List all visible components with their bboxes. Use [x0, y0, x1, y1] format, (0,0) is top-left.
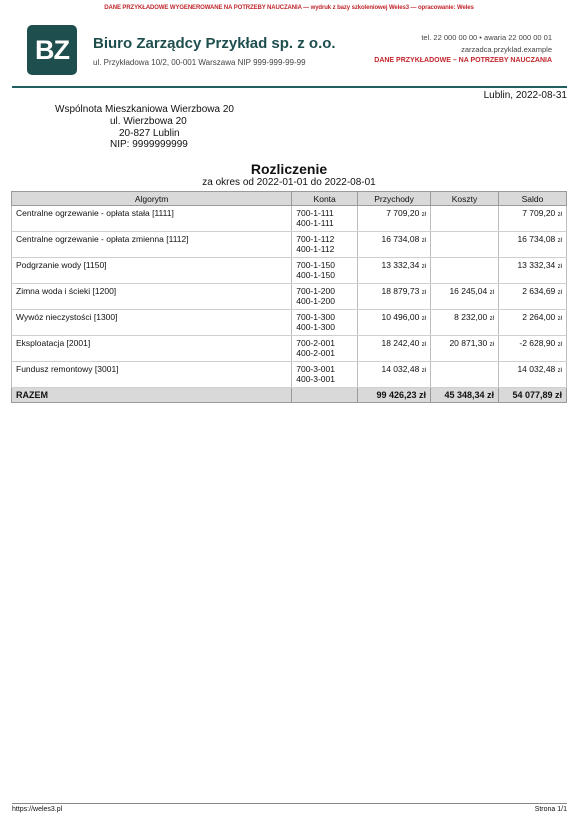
income-value: 13 332,34 — [381, 260, 420, 270]
company-phone: tel. 22 000 00 00 • awaria 22 000 00 01 — [421, 33, 552, 42]
header-balance: Saldo — [498, 192, 566, 206]
cost-value: 8 232,00 — [454, 312, 488, 322]
row-algorithm: Fundusz remontowy [3001] — [12, 362, 292, 388]
balance-value: 13 332,34 — [517, 260, 556, 270]
currency-label: zł — [421, 238, 427, 244]
income-value: 10 496,00 — [381, 312, 420, 322]
header-income: Przychody — [358, 192, 431, 206]
row-algorithm: Centralne ogrzewanie - opłata zmienna [1112] — [12, 232, 292, 258]
recipient-name: Wspólnota Mieszkaniowa Wierzbowa 20 — [55, 104, 234, 115]
income-value: 18 242,40 — [381, 338, 420, 348]
row-income — [358, 232, 431, 258]
company-logo: BZ — [27, 25, 77, 75]
account-cost: 400-1-112 — [296, 244, 335, 254]
row-cost — [431, 310, 499, 336]
account-income: 700-1-150 — [296, 260, 335, 270]
row-cost — [431, 362, 499, 388]
row-accounts — [292, 284, 358, 310]
header-algorithm: Algorytm — [12, 192, 292, 206]
demo-banner: DANE PRZYKŁADOWE WYGENEROWANE NA POTRZEBY NAUCZANIA — wydruk z bazy szkoleniowej Weles3 — opracowanie: Weles — [104, 5, 474, 11]
cost-value: 20 871,30 — [449, 338, 488, 348]
account-income: 700-1-300 — [296, 312, 335, 322]
currency-label: zł — [489, 342, 494, 348]
table-row — [12, 232, 567, 258]
row-algorithm: Centralne ogrzewanie - opłata stała [1111] — [12, 206, 292, 232]
document-period: za okres od 2022-01-01 do 2022-08-01 — [202, 177, 376, 188]
income-value: 14 032,48 — [381, 364, 420, 374]
row-income — [358, 258, 431, 284]
cost-value: 16 245,04 — [449, 286, 488, 296]
balance-value: 16 734,08 — [517, 234, 556, 244]
row-balance — [498, 310, 566, 336]
account-income: 700-3-001 — [296, 364, 335, 374]
row-balance — [498, 336, 566, 362]
row-algorithm: Wywóz nieczystości [1300] — [12, 310, 292, 336]
account-income: 700-1-112 — [296, 234, 335, 244]
document-title: Rozliczenie — [250, 161, 328, 177]
account-income: 700-1-200 — [296, 286, 335, 296]
row-algorithm: Podgrzanie wody [1150] — [12, 258, 292, 284]
total-cost: 45 348,34 zł — [431, 388, 499, 403]
row-income — [358, 362, 431, 388]
header-costs: Koszty — [431, 192, 499, 206]
balance-value: 2 634,69 — [522, 286, 556, 296]
row-income — [358, 336, 431, 362]
account-cost: 400-1-150 — [296, 270, 335, 280]
footer-divider — [12, 803, 567, 804]
currency-label: zł — [557, 212, 562, 218]
row-algorithm: Zimna woda i ścieki [1200] — [12, 284, 292, 310]
currency-label: zł — [421, 368, 427, 374]
total-row — [12, 388, 567, 403]
account-cost: 400-1-300 — [296, 322, 335, 332]
recipient-city: 20-827 Lublin — [119, 128, 180, 139]
row-accounts — [292, 232, 358, 258]
account-income: 700-2-001 — [296, 338, 335, 348]
table-header-row — [12, 192, 567, 206]
footer-page-number: Strona 1/1 — [534, 806, 567, 813]
row-algorithm: Eksploatacja [2001] — [12, 336, 292, 362]
row-cost — [431, 284, 499, 310]
company-address: ul. Przykładowa 10/2, 00-001 Warszawa NIP 999-999-99-99 — [93, 58, 306, 67]
settlement-table — [11, 191, 567, 403]
currency-label: zł — [489, 290, 494, 296]
recipient-nip: NIP: 9999999999 — [110, 139, 188, 150]
income-value: 18 879,73 — [381, 286, 420, 296]
row-cost — [431, 232, 499, 258]
table-row — [12, 362, 567, 388]
account-cost: 400-3-001 — [296, 374, 335, 384]
table-row — [12, 258, 567, 284]
balance-value: 14 032,48 — [517, 364, 556, 374]
company-note: DANE PRZYKŁADOWE – NA POTRZEBY NAUCZANIA — [374, 57, 552, 64]
balance-value: 7 709,20 — [522, 208, 556, 218]
document-date: Lublin, 2022-08-31 — [483, 90, 567, 101]
income-value: 16 734,08 — [381, 234, 420, 244]
recipient-street: ul. Wierzbowa 20 — [110, 116, 187, 127]
row-balance — [498, 206, 566, 232]
header-accounts: Konta — [292, 192, 358, 206]
row-balance — [498, 284, 566, 310]
currency-label: zł — [557, 316, 562, 322]
table-row — [12, 310, 567, 336]
table-row — [12, 336, 567, 362]
row-income — [358, 310, 431, 336]
footer-url: https://weles3.pl — [12, 806, 63, 813]
account-cost: 400-1-111 — [296, 218, 334, 228]
row-income — [358, 284, 431, 310]
currency-label: zł — [489, 316, 494, 322]
total-balance: 54 077,89 zł — [498, 388, 566, 403]
row-cost — [431, 336, 499, 362]
currency-label: zł — [421, 290, 427, 296]
row-accounts — [292, 310, 358, 336]
row-income — [358, 206, 431, 232]
currency-label: zł — [557, 238, 562, 244]
currency-label: zł — [557, 368, 562, 374]
currency-label: zł — [421, 316, 427, 322]
header-divider — [12, 86, 567, 88]
account-income: 700-1-111 — [296, 208, 334, 218]
row-balance — [498, 232, 566, 258]
company-email: zarzadca.przyklad.example — [461, 45, 552, 54]
currency-label: zł — [557, 290, 562, 296]
currency-label: zł — [557, 264, 562, 270]
row-balance — [498, 258, 566, 284]
total-accounts — [292, 388, 358, 403]
currency-label: zł — [557, 342, 562, 348]
currency-label: zł — [421, 212, 427, 218]
balance-value: 2 264,00 — [522, 312, 556, 322]
row-balance — [498, 362, 566, 388]
account-cost: 400-1-200 — [296, 296, 335, 306]
row-cost — [431, 206, 499, 232]
currency-label: zł — [421, 342, 427, 348]
company-name: Biuro Zarządcy Przykład sp. z o.o. — [93, 35, 336, 52]
table-row — [12, 284, 567, 310]
total-label: RAZEM — [12, 388, 292, 403]
row-accounts — [292, 362, 358, 388]
income-value: 7 709,20 — [386, 208, 420, 218]
row-accounts — [292, 206, 358, 232]
account-cost: 400-2-001 — [296, 348, 335, 358]
table-row — [12, 206, 567, 232]
currency-label: zł — [421, 264, 427, 270]
row-accounts — [292, 258, 358, 284]
balance-value: -2 628,90 — [519, 338, 556, 348]
row-cost — [431, 258, 499, 284]
total-income: 99 426,23 zł — [358, 388, 431, 403]
row-accounts — [292, 336, 358, 362]
